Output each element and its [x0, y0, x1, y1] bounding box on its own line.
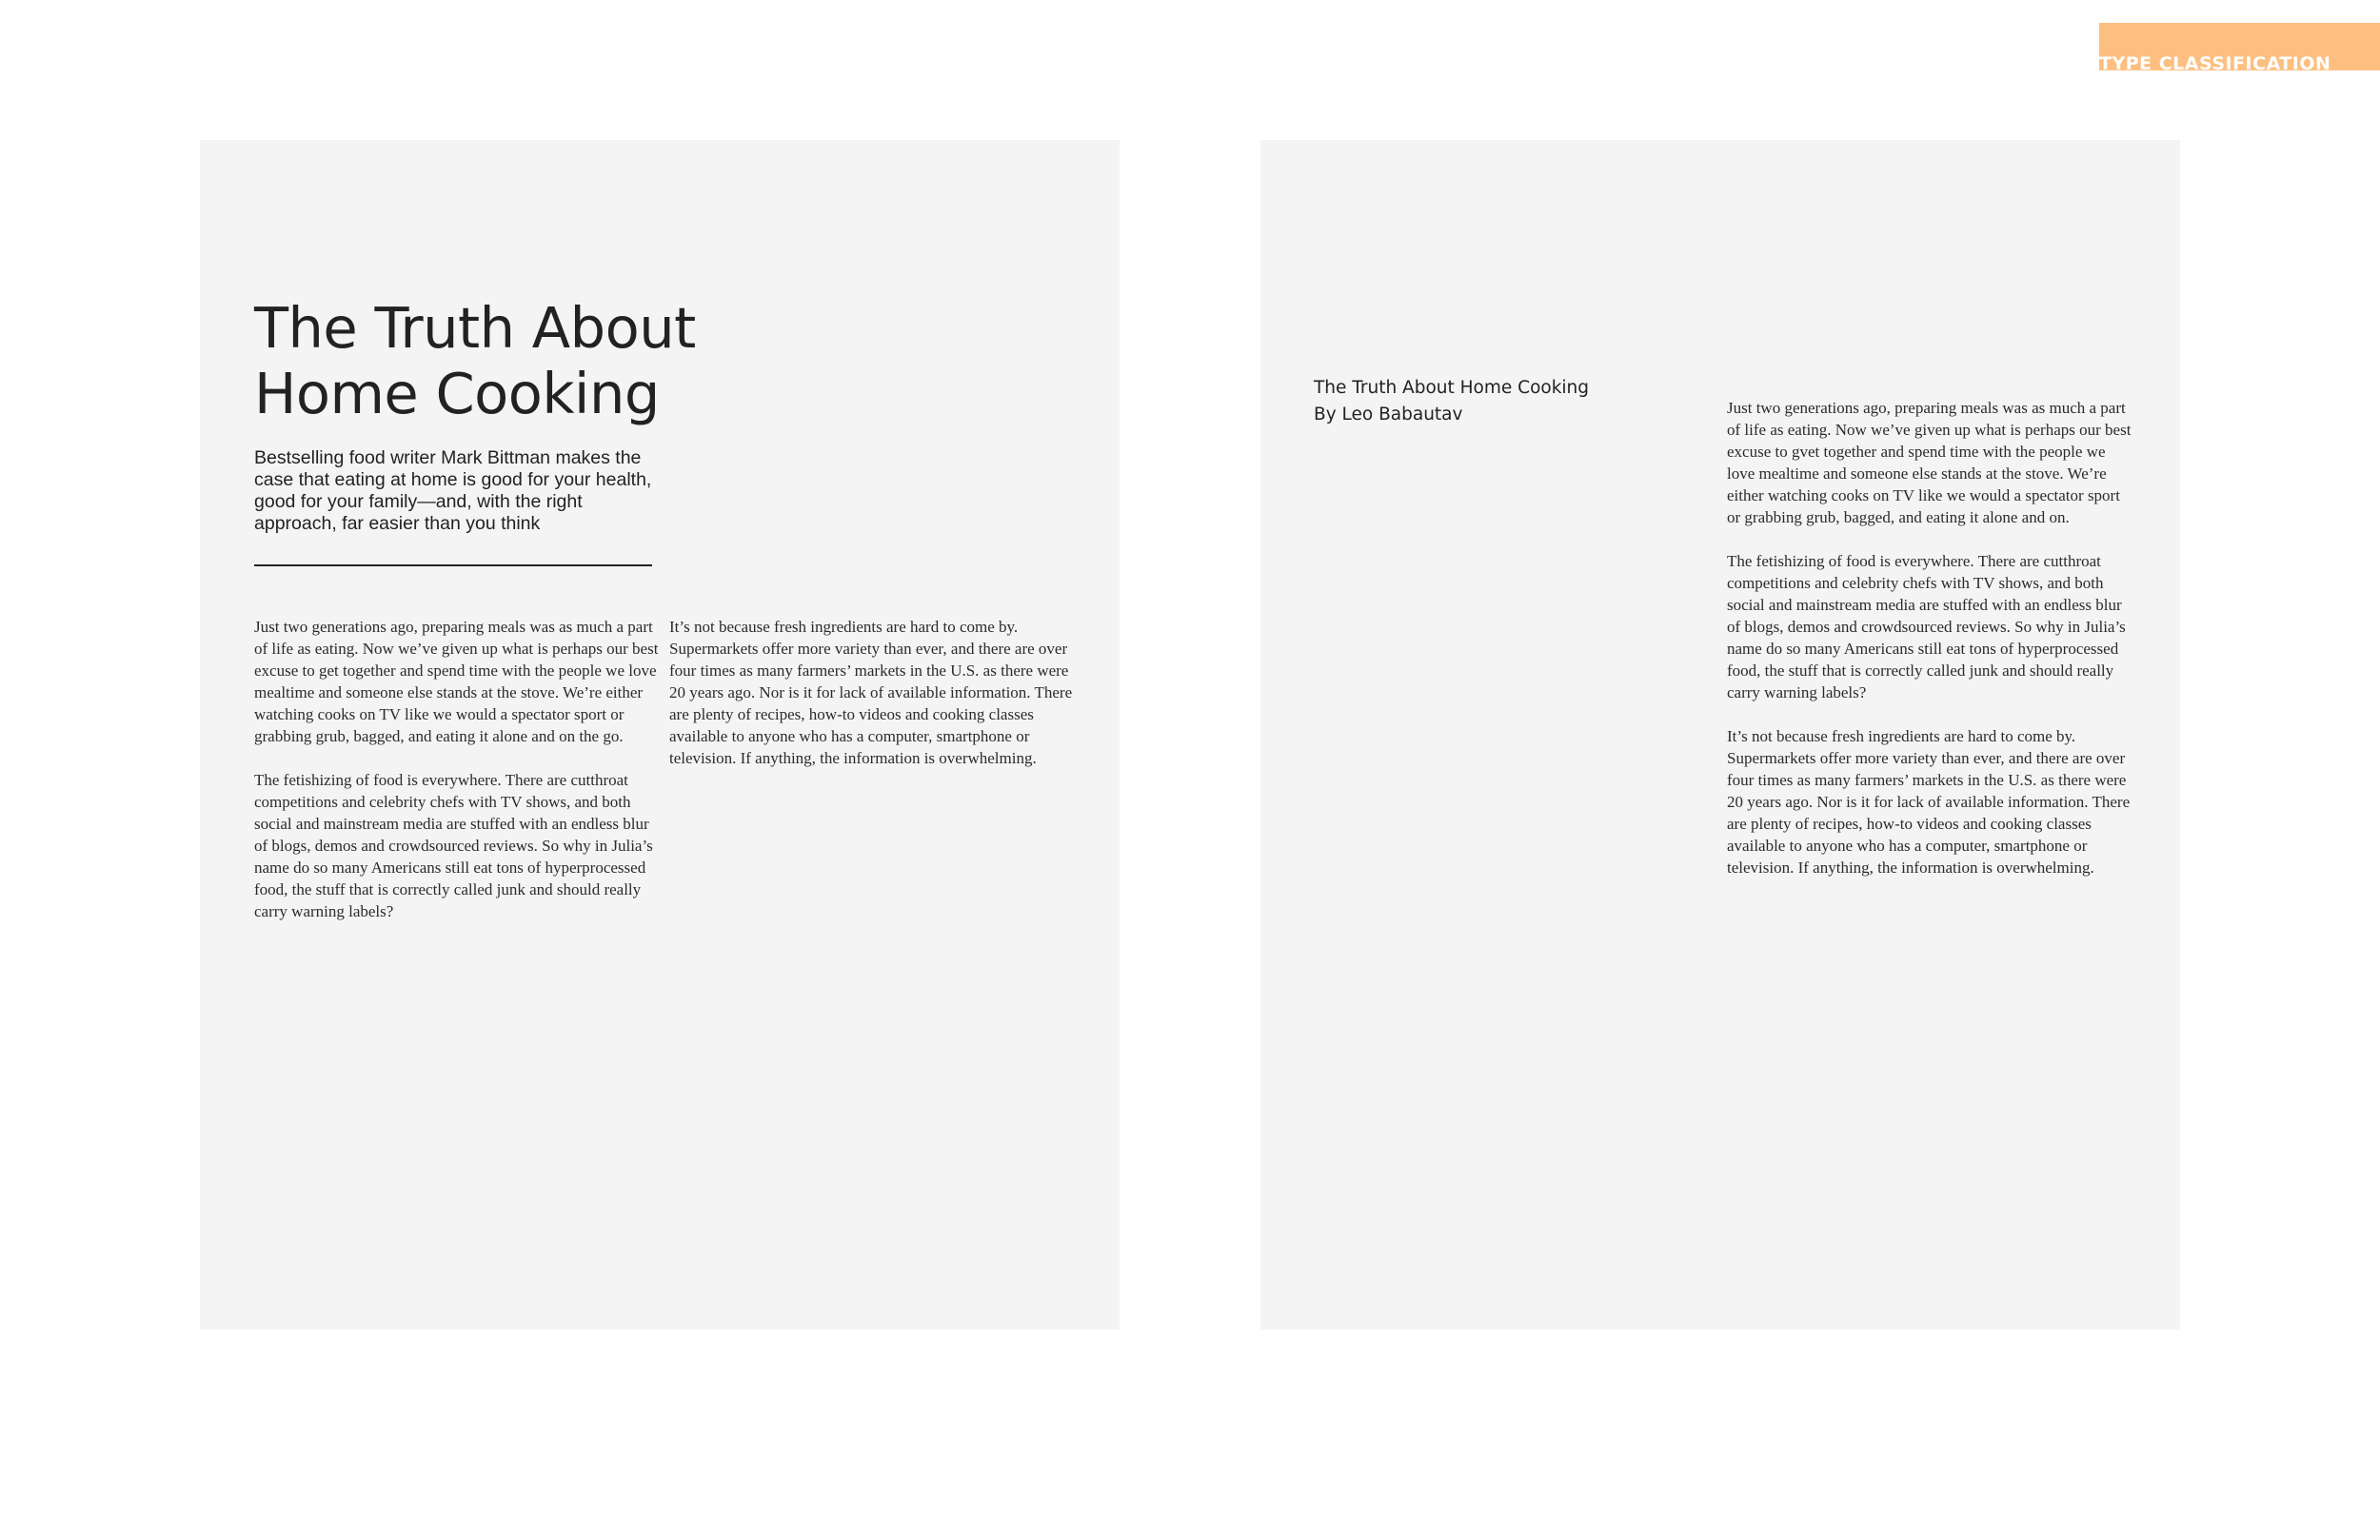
divider-rule	[254, 564, 652, 566]
headline	[254, 295, 696, 426]
headline-line-2: Home Cooking	[254, 361, 660, 426]
paragraph: It’s not because fresh ingredients are hard to come by. Supermarkets offer more variety than ever, and there are over four times as many farmers’ markets in the U.S. as there were 20 years ago. Nor is it for lack of available information. There are plenty of recipes, how-to videos and cooking classes available to anyone who has a computer, smartphone or television. If anything, the information is overwhelming.	[1727, 727, 2131, 877]
left-page	[200, 140, 1120, 1330]
headline-line-1: The Truth About	[254, 295, 696, 361]
paragraph: Just two generations ago, preparing meals was as much a part of life as eating. Now we’ve given up what is perhaps our best excuse to get together and spend time with the people we love mealtime and someone else stands at the stove. We’re either watching cooks on TV like we would a spectator sport or grabbing grub, bagged, and eating it alone and on the go.	[254, 618, 659, 745]
paragraph: Just two generations ago, preparing meals was as much a part of life as eating. Now we’ve given up what is perhaps our best excuse to gvet together and spend time with the people we love mealtime and someone else stands at the stove. We’re either watching cooks on TV like we would a spectator sport or grabbing grub, bagged, and eating it alone and on.	[1727, 399, 2132, 526]
body-column-right	[1727, 397, 2136, 900]
byline: By Leo Babautav	[1314, 405, 1463, 424]
paragraph: It’s not because fresh ingredients are hard to come by. Supermarkets offer more variety than ever, and there are over four times as many farmers’ markets in the U.S. as there were 20 years ago. Nor is it for lack of available information. There are plenty of recipes, how-to videos and cooking classes available to anyone who has a computer, smartphone or television. If anything, the information is overwhelming.	[669, 618, 1073, 767]
paragraph: The fetishizing of food is everywhere. There are cutthroat competitions and celebrity chefs with TV shows, and both social and mainstream media are stuffed with an endless blur of blogs, demos and crowdsourced reviews. So why in Julia’s name do so many Americans still eat tons of hyperprocessed food, the stuff that is correctly called junk and should really carry warning labels?	[1727, 552, 2126, 701]
body-column-1	[254, 616, 664, 944]
article-title: The Truth About Home Cooking	[1314, 378, 1590, 398]
paragraph: The fetishizing of food is everywhere. There are cutthroat competitions and celebrity chefs with TV shows, and both social and mainstream media are stuffed with an endless blur of blogs, demos and crowdsourced reviews. So why in Julia’s name do so many Americans still eat tons of hyperprocessed food, the stuff that is correctly called junk and should really carry warning labels?	[254, 771, 653, 920]
dek-text: Bestselling food writer Mark Bittman makes the case that eating at home is good for your health, good for your family—and, with the right approach, far easier than you think	[254, 447, 652, 534]
article-credit	[1314, 375, 1589, 428]
right-page	[1260, 140, 2180, 1330]
body-column-2	[669, 616, 1079, 791]
section-tag-label: TYPE CLASSIFICATION	[2099, 53, 2331, 74]
